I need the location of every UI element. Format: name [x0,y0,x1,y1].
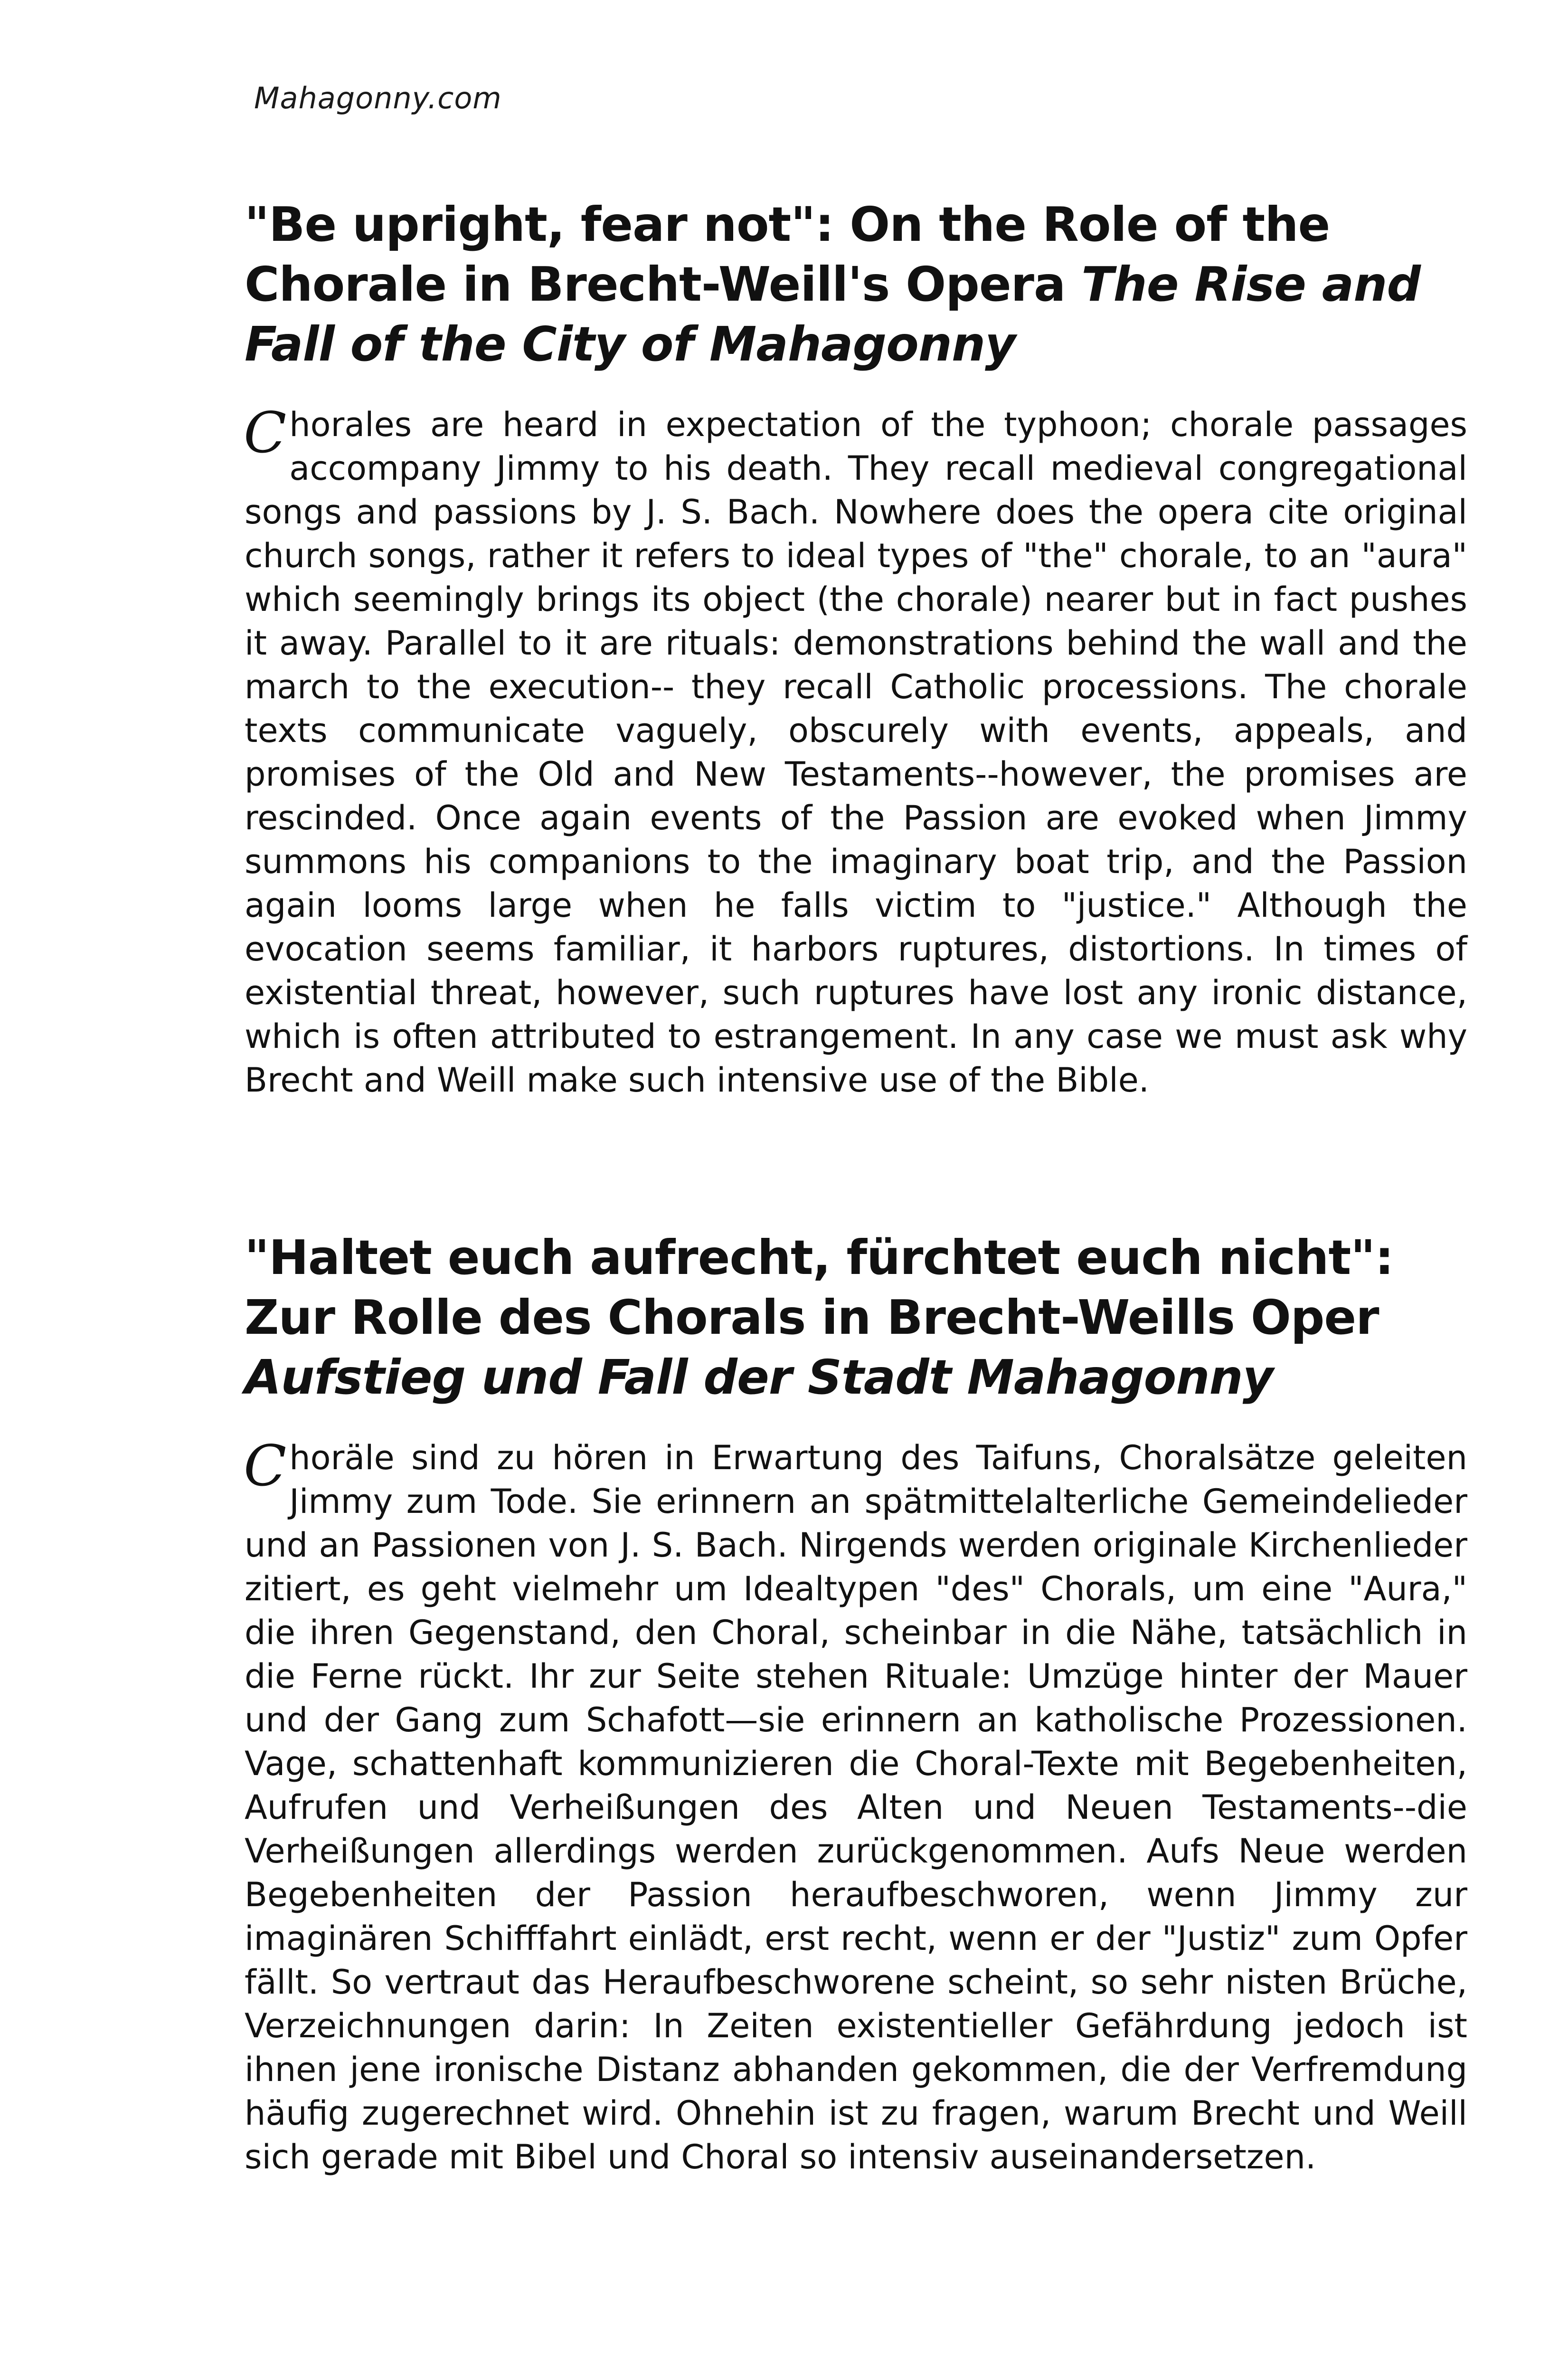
english-title-italic: The Rise and Fall of the City of Mahagonny [245,256,1421,372]
english-title-text: "Be upright, fear not": On the Role of the Chorale in Brecht-Weill's Opera [245,197,1330,312]
english-body [244,400,1467,1102]
english-abstract [245,195,1467,1102]
english-dropcap: C [244,400,287,466]
german-abstract [245,1228,1467,2179]
german-title-text: "Haltet euch aufrecht, fürchtet euch nicht": Zur Rolle des Chorals in Brecht-Weills Oper [245,1230,1394,1345]
german-title [245,1228,1467,1407]
german-title-italic: Aufstieg und Fall der Stadt Mahagonny [245,1349,1273,1405]
running-head: Mahagonny.com [254,81,502,115]
german-body-text: horäle sind zu hören in Erwartung des Taifuns, Choralsätze geleiten Jimmy zum Tode. Sie erinnern an spätmittelalterliche Gemeindelieder und an Passionen von J. S. Bach. Nirgends werden originale Kirchenlieder zitiert, es geht vielmehr um Idealtypen "des" Chorals, um eine "Aura," die ihren Gegenstand, den Choral, scheinbar in die Nähe, tatsächlich in die Ferne rückt. Ihr zur Seite stehen Rituale: Umzüge hinter der Mauer und der Gang zum Schafott—sie erinnern an katholische Prozessionen. Vage, schattenhaft kommunizieren die Choral-Texte mit Begebenheiten, Aufrufen und Verheißungen des Alten und Neuen Testaments--die Verheißungen allerdings werden zurückgenommen. Aufs Neue werden Begebenheiten der Passion heraufbeschworen, wenn Jimmy zur imaginären Schifffahrt einlädt, erst recht, wenn er der "Justiz" zum Opfer fällt. So vertraut das Heraufbeschworene scheint, so sehr nisten Brüche, Verzeichnungen darin: In Zeiten existentieller Gefährdung jedoch ist ihnen jene ironische Distanz abhanden gekommen, die der Verfremdung häufig zugerechnet wird. Ohnehin ist zu fragen, warum Brecht und Weill sich gerade mit Bibel und Choral so intensiv auseinandersetzen. [245,1438,1467,2176]
english-title [245,195,1467,374]
german-dropcap: C [244,1433,287,1499]
german-body [244,1433,1467,2179]
english-body-text: horales are heard in expectation of the typhoon; chorale passages accompany Jimmy to his death. They recall medieval congregational songs and passions by J. S. Bach. Nowhere does the opera cite original church songs, rather it refers to ideal types of "the" chorale, to an "aura" which seemingly brings its object (the chorale) nearer but in fact pushes it away. Parallel to it are rituals: demonstrations behind the wall and the march to the execution-- they recall Catholic processions. The chorale texts communicate vaguely, obscurely with events, appeals, and promises of the Old and New Testaments--however, the promises are rescinded. Once again events of the Passion are evoked when Jimmy summons his companions to the imaginary boat trip, and the Passion again looms large when he falls victim to "justice." Although the evocation seems familiar, it harbors ruptures, distortions. In times of existential threat, however, such ruptures have lost any ironic distance, which is often attributed to estrangement. In any case we must ask why Brecht and Weill make such intensive use of the Bible. [245,405,1467,1100]
